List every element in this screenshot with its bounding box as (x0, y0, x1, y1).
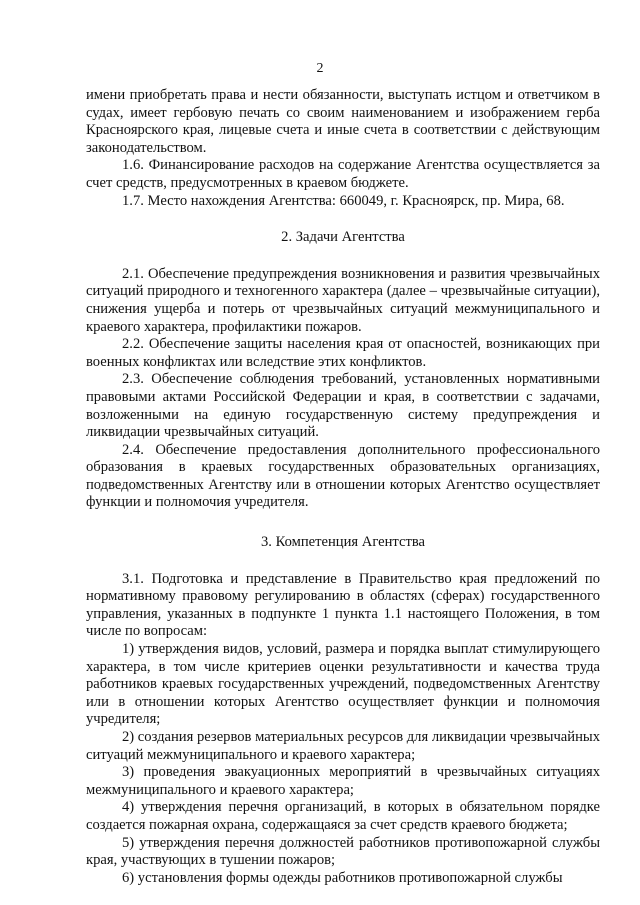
list-item-1: 1) утверждения видов, условий, размера и порядка выплат стимулирующего характера, в том числе критериев оценки результативности и качества труда работников краевых государственных учреждений, подведомственных Агентству или в отношении которых Агентство осуществляет функции и полномочия учредителя; (86, 641, 600, 728)
list-item-5: 5) утверждения перечня должностей работников противопожарной службы края, участвующих в тушении пожаров; (86, 834, 600, 869)
section-3-heading: 3. Компетенция Агентства (261, 534, 425, 551)
document-body (86, 87, 600, 887)
page-number: 2 (316, 61, 324, 76)
paragraph-2-4: 2.4. Обеспечение предоставления дополнительного профессионального образования в краевых государственных образовательных организациях, подведомственных Агентству или в отношении которых Агентство осуществляет функции и полномочия учредителя. (86, 441, 600, 511)
list-item-3: 3) проведения эвакуационных мероприятий в чрезвычайных ситуациях межмуниципального и краевого характера; (86, 764, 600, 798)
paragraph-1-6: 1.6. Финансирование расходов на содержание Агентства осуществляется за счет средств, предусмотренных в краевом бюджете. (86, 157, 600, 191)
paragraph-3-1: 3.1. Подготовка и представление в Правительство края предложений по нормативному правовому регулированию в областях (сферах) государственного управления, указанных в подпункте 1 пункта 1.1 настоящего Положения, в том числе по вопросам: (86, 570, 600, 640)
list-item-2: 2) создания резервов материальных ресурсов для ликвидации чрезвычайных ситуаций межмуниципального и краевого характера; (86, 729, 600, 763)
paragraph-2-2: 2.2. Обеспечение защиты населения края от опасностей, возникающих при военных конфликтах или вследствие этих конфликтов. (86, 336, 600, 370)
paragraph-continuation: имени приобретать права и нести обязанности, выступать истцом и ответчиком в судах, имеет гербовую печать со своим наименованием и изображением герба Красноярского края, лицевые счета и иные счета в соответствии с действующим законодательством. (86, 87, 600, 156)
section-2-heading: 2. Задачи Агентства (281, 229, 405, 246)
paragraph-2-1: 2.1. Обеспечение предупреждения возникновения и развития чрезвычайных ситуаций природного и техногенного характера (далее – чрезвычайные ситуации), снижения ущерба и потерь от чрезвычайных ситуаций межмуниципального и краевого характера, профилактики пожаров. (86, 265, 600, 335)
paragraph-2-3: 2.3. Обеспечение соблюдения требований, установленных нормативными правовыми актами Российской Федерации и края, в соответствии с задачами, возложенными на единую государственную систему предупреждения и ликвидации чрезвычайных ситуаций. (86, 371, 600, 441)
list-item-4: 4) утверждения перечня организаций, в которых в обязательном порядке создается пожарная охрана, содержащаяся за счет средств краевого бюджета; (86, 799, 600, 833)
list-item-6: 6) установления формы одежды работников противопожарной службы (122, 869, 563, 886)
paragraph-1-7: 1.7. Место нахождения Агентства: 660049, г. Красноярск, пр. Мира, 68. (122, 192, 565, 209)
